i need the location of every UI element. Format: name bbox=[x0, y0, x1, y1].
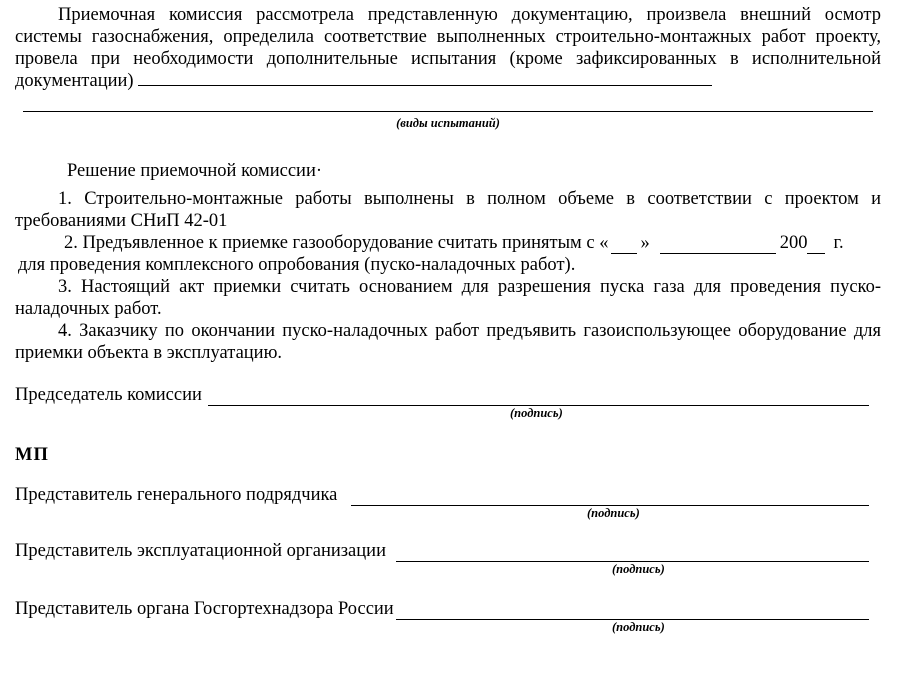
operator-signature-line bbox=[396, 547, 869, 562]
year-blank bbox=[807, 239, 825, 254]
operator-label: Представитель эксплуатационной организации bbox=[15, 541, 386, 561]
decision-item-2-cont: для проведения комплексного опробования (пуско-наладочных работ). bbox=[18, 255, 576, 275]
chairman-signature-row bbox=[15, 384, 881, 406]
intro-fill-line bbox=[138, 71, 712, 86]
operator-sign-caption: (подпись) bbox=[612, 562, 665, 576]
chairman-sign-caption: (подпись) bbox=[510, 406, 563, 420]
operator-signature-row bbox=[15, 540, 881, 562]
gosgortekhnadzor-label: Представитель органа Госгортехнадзора России bbox=[15, 599, 394, 619]
year-prefix: 200 bbox=[779, 233, 808, 253]
contractor-label: Представитель генерального подрядчика bbox=[15, 485, 338, 505]
decision-section bbox=[15, 160, 881, 364]
day-blank bbox=[611, 239, 637, 254]
decision-item-3: 3. Настоящий акт приемки считать основанием для разрешения пуска газа для проведения пуско-наладочных работ. bbox=[15, 277, 881, 319]
intro-paragraph bbox=[15, 4, 881, 92]
chairman-label: Председатель комиссии bbox=[15, 385, 202, 405]
tests-fill-line bbox=[23, 110, 873, 112]
tests-caption: (виды испытаний) bbox=[396, 116, 500, 130]
stamp-mark: МП bbox=[15, 445, 49, 465]
gosgortekhnadzor-signature-row bbox=[15, 598, 881, 620]
decision-item-4: 4. Заказчику по окончании пуско-наладочных работ предъявить газоиспользующее оборудование для приемки объекта в эксплуатацию. bbox=[15, 321, 881, 363]
intro-text: Приемочная комиссия рассмотрела представленную документацию, произвела внешний осмотр системы газоснабжения, определила соответствие выполненных строительно-монтажных работ проекту, провела при необходимости дополнительные испытания (кроме зафиксированных в исполнительной документации) bbox=[15, 5, 881, 91]
decision-title: Решение приемочной комиссии· bbox=[67, 161, 323, 181]
contractor-signature-line bbox=[351, 491, 869, 506]
contractor-signature-row bbox=[15, 484, 881, 506]
decision-item-2-quote: » bbox=[640, 233, 650, 253]
year-suffix: г. bbox=[833, 233, 844, 253]
decision-item-2 bbox=[15, 232, 881, 254]
chairman-signature-line bbox=[208, 391, 869, 406]
decision-item-1: 1. Строительно-монтажные работы выполнены в полном объеме в соответствии с проектом и требованиями СНиП 42-01 bbox=[15, 189, 881, 231]
gosgortekhnadzor-sign-caption: (подпись) bbox=[612, 620, 665, 634]
gosgortekhnadzor-signature-line bbox=[396, 605, 869, 620]
month-blank bbox=[660, 239, 776, 254]
act-document bbox=[15, 4, 881, 634]
contractor-sign-caption: (подпись) bbox=[587, 506, 640, 520]
decision-item-2-text: 2. Предъявленное к приемке газооборудование считать принятым с « bbox=[64, 233, 609, 253]
